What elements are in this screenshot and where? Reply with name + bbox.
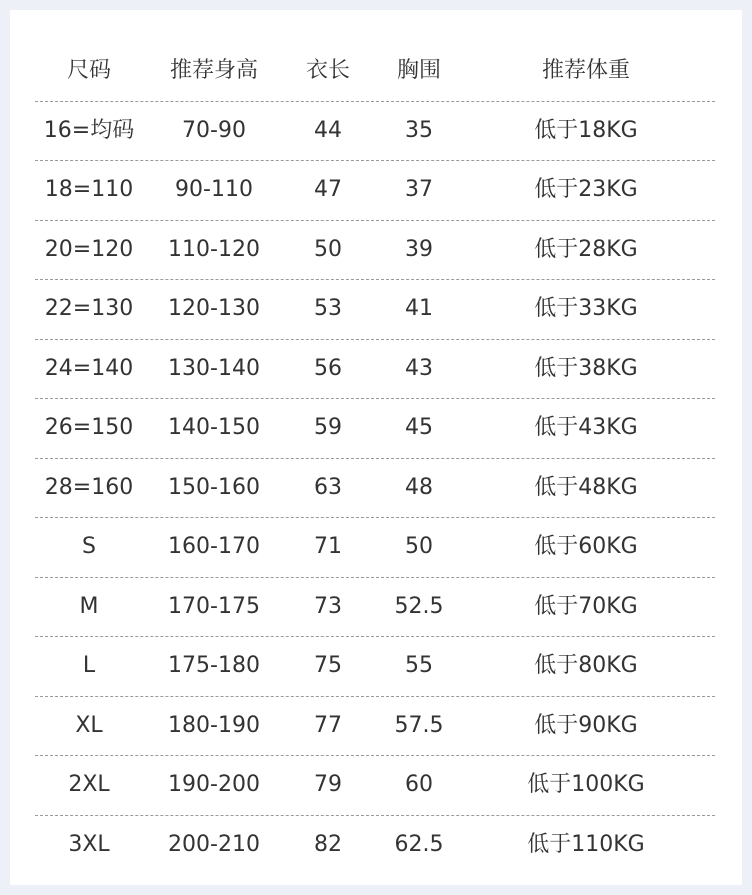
cell-size: 26=150 bbox=[44, 415, 134, 441]
cell-height: 110-120 bbox=[168, 236, 260, 262]
cell-weight: 低于48KG bbox=[534, 474, 638, 500]
cell-chest: 43 bbox=[405, 355, 433, 381]
cell-weight: 低于110KG bbox=[527, 832, 645, 858]
size-table bbox=[35, 42, 715, 875]
table-row bbox=[35, 161, 715, 221]
cell-chest: 62.5 bbox=[394, 832, 444, 858]
cell-length: 50 bbox=[314, 236, 342, 262]
cell-chest: 39 bbox=[405, 236, 433, 262]
cell-chest: 48 bbox=[405, 474, 433, 500]
cell-length: 75 bbox=[314, 653, 342, 679]
cell-length: 59 bbox=[314, 415, 342, 441]
cell-size: 28=160 bbox=[44, 474, 134, 500]
header-recommended-height: 推荐身高 bbox=[169, 58, 258, 84]
cell-length: 73 bbox=[314, 593, 342, 619]
cell-weight: 低于80KG bbox=[534, 653, 638, 679]
cell-size: 24=140 bbox=[44, 355, 134, 381]
cell-weight: 低于90KG bbox=[534, 712, 638, 738]
cell-chest: 45 bbox=[405, 415, 433, 441]
cell-length: 82 bbox=[314, 832, 342, 858]
table-row bbox=[35, 816, 715, 876]
table-row bbox=[35, 637, 715, 697]
cell-chest: 55 bbox=[405, 653, 433, 679]
cell-height: 70-90 bbox=[182, 117, 246, 143]
cell-chest: 57.5 bbox=[394, 712, 444, 738]
cell-size: 18=110 bbox=[44, 177, 134, 203]
table-row bbox=[35, 697, 715, 757]
cell-size: S bbox=[82, 534, 96, 560]
cell-size: 16=均码 bbox=[43, 117, 135, 143]
cell-size: 2XL bbox=[68, 772, 110, 798]
cell-height: 200-210 bbox=[168, 832, 260, 858]
header-chest: 胸围 bbox=[396, 58, 441, 84]
cell-length: 56 bbox=[314, 355, 342, 381]
cell-chest: 60 bbox=[405, 772, 433, 798]
header-size: 尺码 bbox=[66, 58, 111, 84]
cell-height: 90-110 bbox=[175, 177, 253, 203]
cell-weight: 低于60KG bbox=[534, 534, 638, 560]
cell-weight: 低于23KG bbox=[534, 177, 638, 203]
cell-length: 47 bbox=[314, 177, 342, 203]
header-recommended-weight: 推荐体重 bbox=[541, 58, 630, 84]
cell-height: 170-175 bbox=[168, 593, 260, 619]
cell-length: 63 bbox=[314, 474, 342, 500]
cell-weight: 低于70KG bbox=[534, 593, 638, 619]
cell-chest: 41 bbox=[405, 296, 433, 322]
cell-length: 77 bbox=[314, 712, 342, 738]
cell-length: 53 bbox=[314, 296, 342, 322]
cell-size: L bbox=[82, 653, 96, 679]
table-header-row bbox=[35, 42, 715, 102]
cell-size: M bbox=[79, 593, 99, 619]
table-row bbox=[35, 340, 715, 400]
table-row bbox=[35, 280, 715, 340]
cell-weight: 低于18KG bbox=[534, 117, 638, 143]
cell-height: 180-190 bbox=[168, 712, 260, 738]
cell-height: 120-130 bbox=[168, 296, 260, 322]
cell-height: 130-140 bbox=[168, 355, 260, 381]
header-length: 衣长 bbox=[305, 58, 350, 84]
cell-height: 175-180 bbox=[168, 653, 260, 679]
cell-length: 71 bbox=[314, 534, 342, 560]
table-row bbox=[35, 578, 715, 638]
cell-height: 160-170 bbox=[168, 534, 260, 560]
table-row bbox=[35, 399, 715, 459]
cell-weight: 低于43KG bbox=[534, 415, 638, 441]
cell-weight: 低于100KG bbox=[527, 772, 645, 798]
table-row bbox=[35, 459, 715, 519]
cell-height: 150-160 bbox=[168, 474, 260, 500]
cell-chest: 50 bbox=[405, 534, 433, 560]
size-chart-card bbox=[10, 10, 742, 885]
cell-length: 79 bbox=[314, 772, 342, 798]
table-row bbox=[35, 756, 715, 816]
table-row bbox=[35, 518, 715, 578]
table-row bbox=[35, 221, 715, 281]
cell-weight: 低于38KG bbox=[534, 355, 638, 381]
cell-size: 22=130 bbox=[44, 296, 134, 322]
cell-length: 44 bbox=[314, 117, 342, 143]
cell-size: XL bbox=[75, 712, 103, 738]
cell-size: 3XL bbox=[68, 832, 110, 858]
cell-height: 140-150 bbox=[168, 415, 260, 441]
table-row bbox=[35, 102, 715, 162]
cell-weight: 低于33KG bbox=[534, 296, 638, 322]
cell-chest: 52.5 bbox=[394, 593, 444, 619]
cell-chest: 37 bbox=[405, 177, 433, 203]
cell-chest: 35 bbox=[405, 117, 433, 143]
cell-weight: 低于28KG bbox=[534, 236, 638, 262]
cell-height: 190-200 bbox=[168, 772, 260, 798]
cell-size: 20=120 bbox=[44, 236, 134, 262]
